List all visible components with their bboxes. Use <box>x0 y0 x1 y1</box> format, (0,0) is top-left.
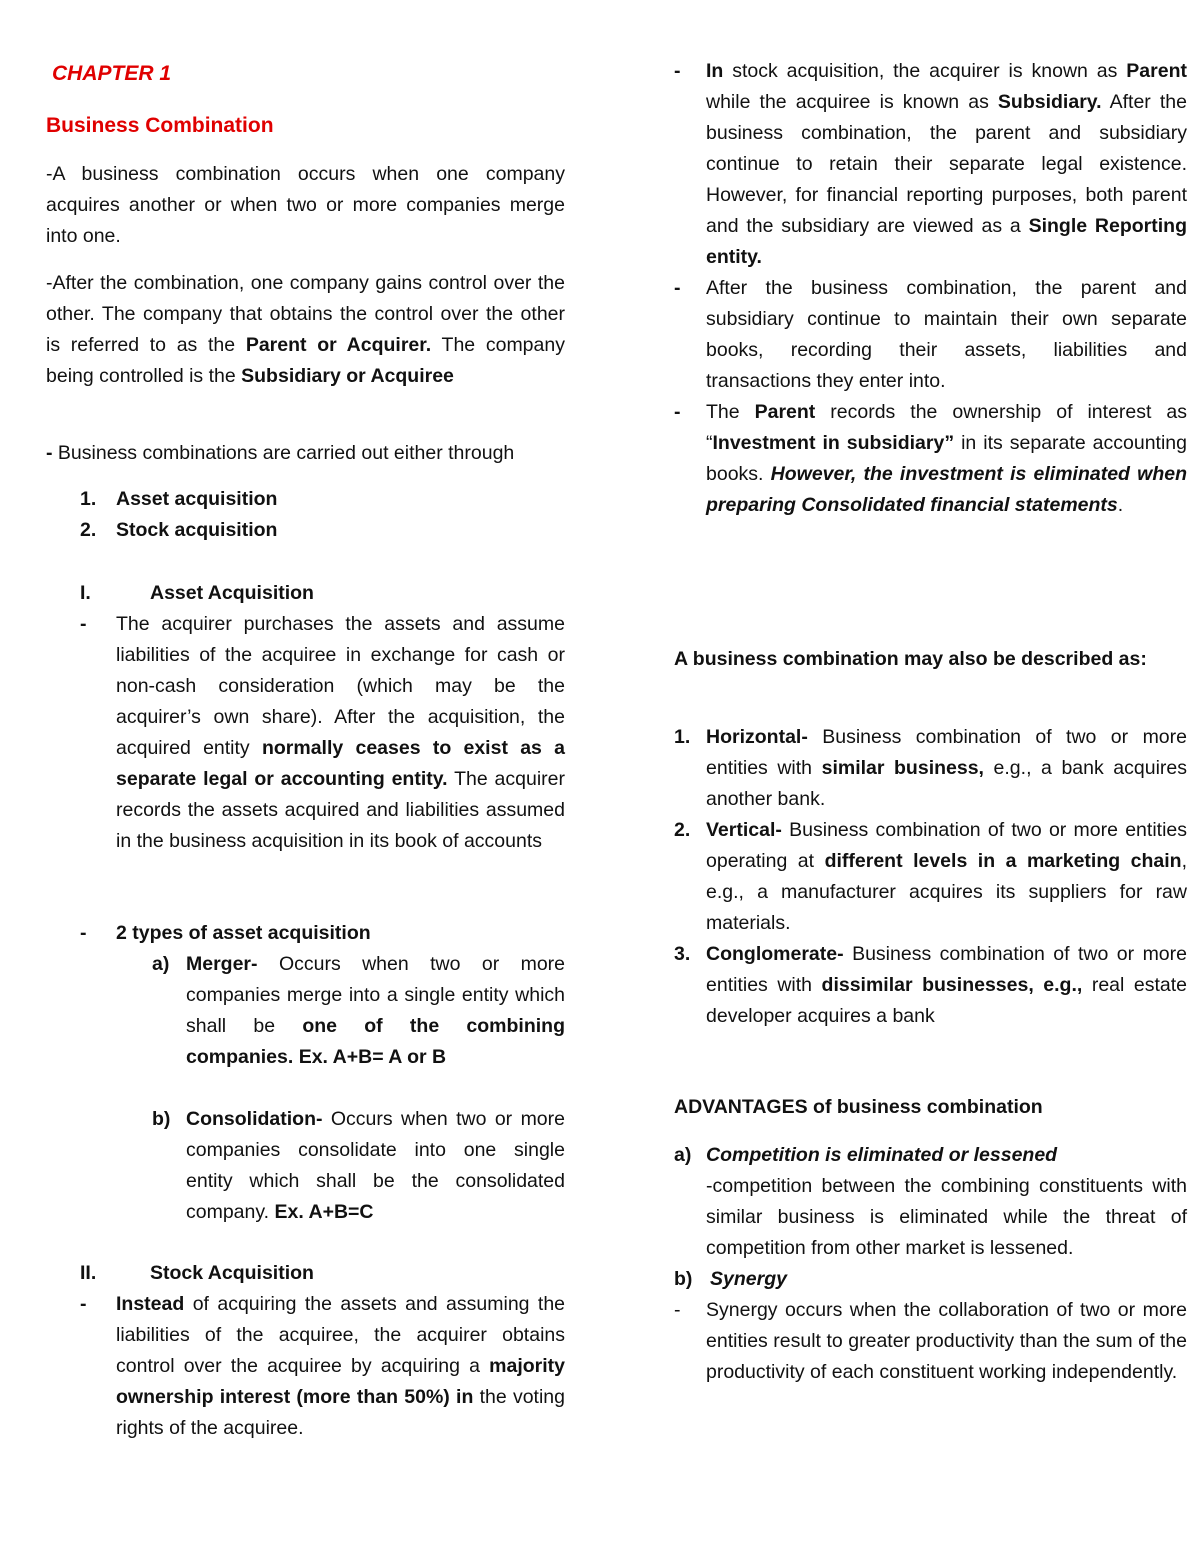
control-bold-subsidiary: Subsidiary or Acquiree <box>241 365 454 387</box>
stock-detail-bullet <box>674 56 1187 273</box>
section-title: Asset Acquisition <box>150 582 314 604</box>
advantages-list <box>674 1140 1187 1388</box>
asset-types-section <box>80 918 565 1228</box>
asset-text-2: The acquirer records the assets acquired and liabilities assumed in the business acquisition in its book of accounts <box>116 768 566 852</box>
list-item <box>80 515 565 546</box>
bullet-dash: - <box>80 922 87 944</box>
stock-detail-bullet <box>674 273 1187 397</box>
bullet-dash: - <box>674 277 681 299</box>
control-paragraph <box>46 268 565 392</box>
list-number: 3. <box>674 943 691 965</box>
bullet-bold: Single Reporting entity. <box>706 215 1187 268</box>
type-bold: similar business, <box>821 757 984 779</box>
bullet-bold: Parent <box>1126 60 1187 82</box>
type-text: real estate developer acquires a bank <box>706 974 1187 1027</box>
consolidation-text: Occurs when two or more companies consolidate into one single entity which shall be the consolidated company. <box>186 1108 565 1223</box>
type-label: Horizontal- <box>706 726 808 748</box>
advantages-heading: ADVANTAGES of business combination <box>674 1096 1043 1118</box>
consolidation-bold: Ex. A+B=C <box>274 1201 374 1223</box>
list-text: Asset acquisition <box>116 488 278 510</box>
bullet-text: After the business combination, the parent and subsidiary continue to maintain their own separate books, recording their assets, liabilities and transactions they enter into. <box>706 277 1187 392</box>
section-numeral: I. <box>80 582 91 604</box>
section-numeral: II. <box>80 1262 97 1284</box>
type-text: , e.g., a manufacturer acquires its suppliers for raw materials. <box>706 850 1187 934</box>
type-text: Business combination of two or more entities with <box>706 943 1187 996</box>
section-title: Stock Acquisition <box>150 1262 314 1284</box>
section-heading <box>80 1258 565 1289</box>
types-heading <box>80 918 565 949</box>
list-number: 1. <box>80 488 97 510</box>
stock-text-bold-1: Instead <box>116 1293 185 1315</box>
stock-detail-bullet <box>674 397 1188 521</box>
type-text: Business combination of two or more entities operating at <box>706 819 1187 872</box>
list-text: Stock acquisition <box>116 519 278 541</box>
methods-text: Business combinations are carried out either through <box>52 442 515 464</box>
consolidation-item <box>152 1104 565 1228</box>
item-letter: b) <box>152 1108 171 1130</box>
bullet-text: while the acquiree is known as <box>706 91 998 113</box>
types-title: 2 types of asset acquisition <box>116 922 371 944</box>
bullet-dash: - <box>674 1299 681 1321</box>
list-number: 1. <box>674 726 691 748</box>
type-bold: dissimilar businesses, e.g., <box>821 974 1083 996</box>
stock-text-1: of acquiring the assets and assuming the liabilities of the acquiree, the acquirer obtains control over the acquiree by acquiring a <box>116 1293 566 1377</box>
merger-item <box>152 949 565 1073</box>
list-number: 2. <box>80 519 97 541</box>
item-letter: b) <box>674 1268 693 1290</box>
advantage-text: -competition between the combining constituents with similar business is eliminated while the threat of competition from other market is lessened. <box>706 1175 1187 1259</box>
stock-details <box>674 56 1188 521</box>
bullet-bold: In <box>706 60 724 82</box>
bullet-bold: Investment in subsidiary” <box>712 432 955 454</box>
asset-text-1: The acquirer purchases the assets and assume liabilities of the acquiree in exchange for cash or non-cash consideration (which may be the acquirer’s own share). After the acquisition, the acquired entity <box>116 613 565 759</box>
stock-acquisition-section <box>80 1258 565 1444</box>
advantage-title <box>674 1140 1187 1171</box>
bullet-text: stock acquisition, the acquirer is known as <box>723 60 1127 82</box>
asset-acquisition-section <box>80 578 565 857</box>
control-text-2: The company being controlled is the <box>46 334 565 387</box>
bullet-dash: - <box>674 60 681 82</box>
advantage-bullet <box>674 1295 1187 1388</box>
combination-types-list <box>674 722 1187 1032</box>
advantage-title <box>674 1264 1187 1295</box>
bullet-text: The <box>706 401 755 423</box>
list-item <box>674 815 1187 939</box>
bullet-dash: - <box>80 613 87 635</box>
advantage-title-text: Competition is eliminated or lessened <box>706 1144 1058 1166</box>
methods-intro <box>46 438 565 469</box>
type-label: Conglomerate- <box>706 943 844 965</box>
advantage-text: Synergy occurs when the collaboration of two or more entities result to greater productivity than the sum of the productivity of each constituent working independently. <box>706 1299 1187 1383</box>
stock-text-bold-2: majority ownership interest (more than 50%) in <box>116 1355 565 1408</box>
asset-bullet <box>80 609 565 857</box>
type-label: Vertical- <box>706 819 782 841</box>
bullet-text: . <box>1117 494 1124 516</box>
chapter-label: CHAPTER 1 <box>52 62 172 85</box>
bullet-text: After the business combination, the parent and subsidiary continue to retain their separate legal existence. However, for financial reporting purposes, both parent and the subsidiary are viewed as a <box>706 91 1187 237</box>
described-heading: A business combination may also be described as: <box>674 648 1147 670</box>
list-item <box>674 722 1187 815</box>
merger-bold: one of the combining companies. Ex. A+B= A or B <box>186 1015 566 1068</box>
definition-paragraph: -A business combination occurs when one company acquires another or when two or more companies merge into one. <box>46 163 565 247</box>
consolidation-label: Consolidation- <box>186 1108 323 1130</box>
item-letter: a) <box>674 1144 692 1166</box>
merger-text: Occurs when two or more companies merge into a single entity which shall be <box>186 953 566 1037</box>
list-number: 2. <box>674 819 691 841</box>
control-text-1: -After the combination, one company gains control over the other. The company that obtains the control over the other is referred to as the <box>46 272 565 356</box>
methods-dash: - <box>46 442 53 464</box>
methods-list <box>80 484 565 546</box>
bullet-bold: Parent <box>754 401 816 423</box>
type-bold: different levels in a marketing chain <box>824 850 1182 872</box>
bullet-bold-italic: However, the investment is eliminated when preparing Consolidated financial statements <box>706 463 1188 516</box>
bullet-dash: - <box>674 401 681 423</box>
bullet-dash: - <box>80 1293 87 1315</box>
stock-bullet <box>80 1289 565 1444</box>
bullet-bold: Subsidiary. <box>997 91 1102 113</box>
bullet-text: in its separate accounting books. <box>706 432 1187 485</box>
section-heading <box>80 578 565 609</box>
advantage-title-text: Synergy <box>710 1268 787 1290</box>
stock-text-2: the voting rights of the acquiree. <box>116 1386 565 1439</box>
type-text: Business combination of two or more entities with <box>706 726 1187 779</box>
asset-text-bold: normally ceases to exist as a separate legal or accounting entity. <box>116 737 566 790</box>
type-text: e.g., a bank acquires another bank. <box>706 757 1187 810</box>
list-item <box>674 939 1187 1032</box>
control-bold-parent: Parent or Acquirer. <box>245 334 432 356</box>
list-item <box>80 484 565 515</box>
bullet-text: records the ownership of interest as “ <box>706 401 1187 454</box>
merger-label: Merger- <box>186 953 258 975</box>
item-letter: a) <box>152 953 170 975</box>
page-title: Business Combination <box>46 114 274 137</box>
